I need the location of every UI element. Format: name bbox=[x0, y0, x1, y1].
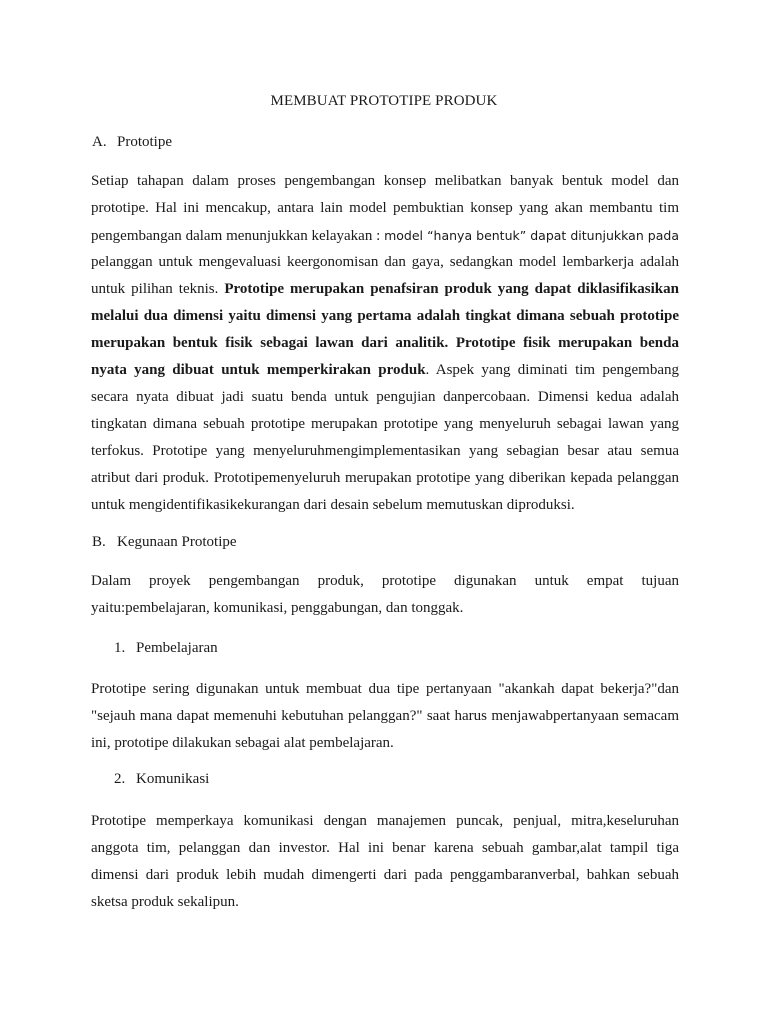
paragraph-line: anggota tim, pelanggan dan investor. Hal ini benar karena sebuah gambar,alat tampil tiga bbox=[91, 840, 679, 856]
paragraph-line: yaitu:pembelajaran, komunikasi, penggabungan, dan tonggak. bbox=[91, 600, 464, 616]
section-b-paragraph bbox=[91, 568, 679, 622]
paragraph-line: atribut dari produk. Prototipemenyeluruh merupakan prototipe yang diberikan kepada pelanggan bbox=[91, 470, 679, 486]
paragraph-line: "sejauh mana dapat memenuhi kebutuhan pelanggan?" saat harus menjawabpertanyaan semacam bbox=[91, 708, 679, 724]
paragraph-line: untuk pilihan teknis. Prototipe merupakan penafsiran produk yang dapat diklasifikasikan bbox=[91, 281, 679, 297]
paragraph-line: Setiap tahapan dalam proses pengembangan konsep melibatkan banyak bentuk model dan bbox=[91, 173, 679, 189]
item-1-heading bbox=[114, 640, 218, 657]
item-2-heading bbox=[114, 771, 209, 788]
item-2-paragraph bbox=[91, 808, 679, 916]
item-2-label: Komunikasi bbox=[136, 771, 210, 787]
item-2-marker: 2. bbox=[114, 771, 126, 787]
item-1-marker: 1. bbox=[114, 640, 126, 656]
paragraph-line: Dalam proyek pengembangan produk, prototipe digunakan untuk empat tujuan bbox=[91, 573, 679, 589]
section-b-label: Kegunaan Prototipe bbox=[117, 534, 237, 550]
paragraph-line: ini, prototipe dilakukan sebagai alat pembelajaran. bbox=[91, 735, 394, 751]
section-a-heading bbox=[92, 134, 172, 151]
paragraph-line: sketsa produk sekalipun. bbox=[91, 894, 239, 910]
paragraph-line: pelanggan untuk mengevaluasi keergonomisan dan gaya, sedangkan model lembarkerja adalah bbox=[91, 254, 679, 270]
paragraph-line: secara nyata dibuat jadi suatu benda untuk pengujian danpercobaan. Dimensi kedua adalah bbox=[91, 389, 679, 405]
section-b-heading bbox=[92, 534, 237, 551]
paragraph-line: pengembangan dalam menunjukkan kelayakan : model “hanya bentuk” dapat ditunjukkan pada bbox=[91, 228, 679, 244]
paragraph-line: dimensi dari produk lebih mudah dimengerti dari pada penggambaranverbal, bahkan sebuah bbox=[91, 867, 679, 883]
paragraph-line: untuk mengidentifikasikekurangan dari desain sebelum memutuskan diproduksi. bbox=[91, 497, 575, 513]
paragraph-line-bold: merupakan bentuk fisik sebagai lawan dari analitik. Prototipe fisik merupakan benda bbox=[91, 335, 679, 351]
paragraph-line: terfokus. Prototipe yang menyeluruhmengimplementasikan yang sebagian besar atau semua bbox=[91, 443, 679, 459]
section-a-label: Prototipe bbox=[117, 134, 172, 150]
paragraph-line-bold: melalui dua dimensi yaitu dimensi yang pertama adalah tingkat dimana sebuah prototipe bbox=[91, 308, 679, 324]
page-title: MEMBUAT PROTOTIPE PRODUK bbox=[270, 93, 498, 109]
paragraph-line: prototipe. Hal ini mencakup, antara lain model pembuktian konsep yang akan membantu tim bbox=[91, 200, 679, 216]
paragraph-line: Prototipe memperkaya komunikasi dengan manajemen puncak, penjual, mitra,keseluruhan bbox=[91, 813, 679, 829]
paragraph-line: Prototipe sering digunakan untuk membuat dua tipe pertanyaan "akankah dapat bekerja?"dan bbox=[91, 681, 679, 697]
item-1-paragraph bbox=[91, 676, 679, 757]
section-a-paragraph bbox=[91, 168, 679, 519]
item-1-label: Pembelajaran bbox=[136, 640, 218, 656]
paragraph-line: tingkatan dimana sebuah prototipe merupakan prototipe yang menyeluruh sebagai lawan yang bbox=[91, 416, 679, 432]
section-a-marker: A. bbox=[92, 134, 107, 150]
paragraph-line: nyata yang dibuat untuk memperkirakan produk. Aspek yang diminati tim pengembang bbox=[91, 362, 679, 378]
section-b-marker: B. bbox=[92, 534, 106, 550]
